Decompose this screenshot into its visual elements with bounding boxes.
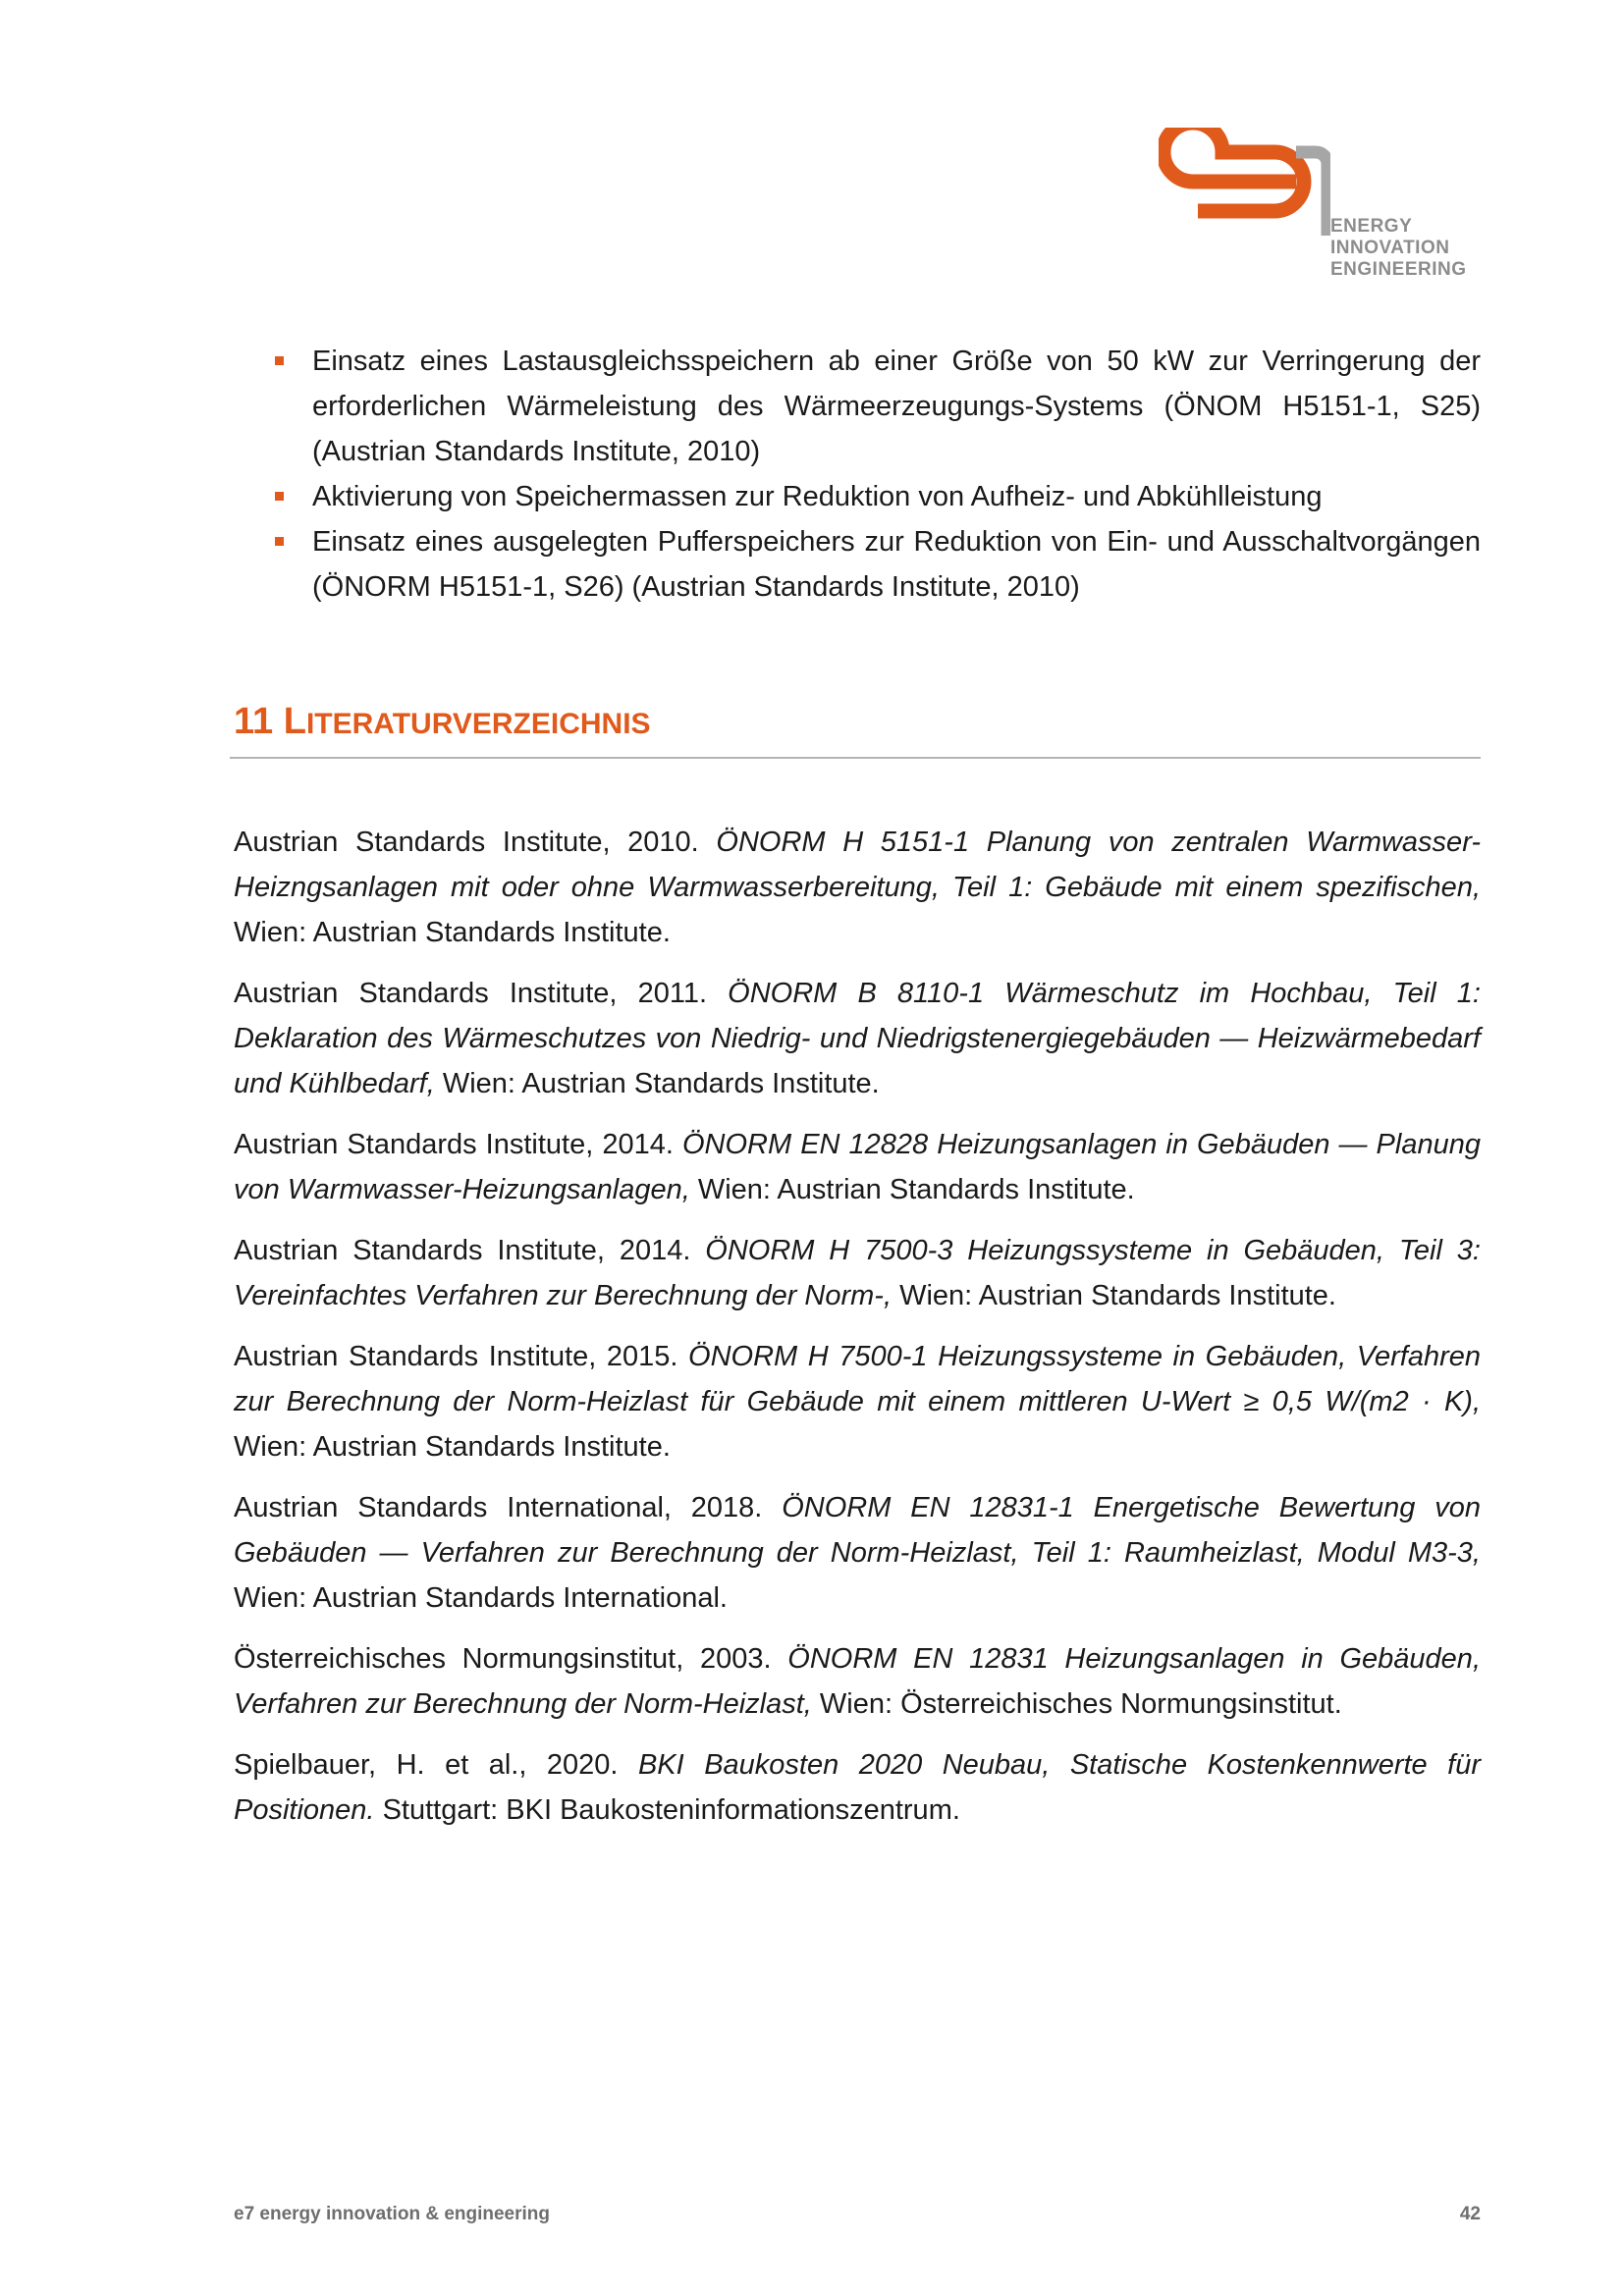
footer-company: e7 energy innovation & engineering [234,2204,551,2224]
section-title [234,697,1483,749]
reference-entry: Spielbauer, H. et al., 2020. BKI Baukosten 2020 Neubau, Statische Kostenkennwerte für Positionen. Stuttgart: BKI Baukosteninformationszentrum. [234,1749,1481,1826]
logo-e-shape [1163,128,1304,211]
section-title-rest: ITERATURVERZEICHNIS [305,708,651,740]
reference-list [234,820,1481,1848]
bullet-item: Einsatz eines Lastausgleichsspeichern ab einer Größe von 50 kW zur Verringerung der erforderlichen Wärmeleistung des Wärmeerzeugungs-Systems (ÖNOM H5151-1, S25) (Austrian Standards Institute, 2010) [234,339,1481,474]
bullet-square-icon [275,537,284,546]
e7-logo-mark [1159,128,1330,236]
bullet-item: Aktivierung von Speichermassen zur Reduktion von Aufheiz- und Abkühlleistung [234,474,1481,519]
reference-entry: Austrian Standards International, 2018. ÖNORM EN 12831-1 Energetische Bewertung von Gebäuden — Verfahren zur Berechnung der Norm-Heizlast, Teil 1: Raumheizlast, Modul M3-3, Wien: Austrian Standards International. [234,1492,1482,1614]
reference-entry: Austrian Standards Institute, 2010. ÖNORM H 5151-1 Planung von zentralen Warmwasser-Heizngsanlagen mit oder ohne Warmwasserbereitung, Teil 1: Gebäude mit einem spezifischen, Wien: Austrian Standards Institute. [234,827,1481,948]
reference-entry: Austrian Standards Institute, 2014. ÖNORM EN 12828 Heizungsanlagen in Gebäuden — Planung von Warmwasser-Heizungsanlagen, Wien: Austrian Standards Institute. [234,1129,1481,1205]
page-number: 42 [1459,2204,1481,2224]
section-heading [234,697,1483,759]
bullet-section [234,339,1481,610]
logo-line-engineering: ENGINEERING [1330,259,1467,280]
reference-entry: Austrian Standards Institute, 2014. ÖNORM H 7500-3 Heizungssysteme in Gebäuden, Teil 3: Vereinfachtes Verfahren zur Berechnung der Norm-, Wien: Austrian Standards Institute. [234,1235,1481,1311]
bullet-list [234,339,1481,610]
reference-entry: Austrian Standards Institute, 2015. ÖNORM H 7500-1 Heizungssysteme in Gebäuden, Verfahren zur Berechnung der Norm-Heizlast für Gebäude mit einem mittleren U-Wert ≥ 0,5 W/(m2 · K), Wien: Austrian Standards Institute. [234,1341,1481,1463]
bullet-square-icon [275,492,284,501]
logo-line-innovation: INNOVATION [1330,238,1450,258]
logo-line-energy: ENERGY [1330,216,1413,237]
reference-entry: Austrian Standards Institute, 2011. ÖNORM B 8110-1 Wärmeschutz im Hochbau, Teil 1: Deklaration des Wärmeschutzes von Niedrig- und Niedrigstenergiegebäuden — Heizwärmebedarf und Kühlbedarf, Wien: Austrian Standards Institute. [234,978,1481,1099]
heading-divider [230,757,1481,759]
logo-wordmark [1330,216,1467,281]
section-first-letter: L [283,701,306,742]
e7-logo [1159,128,1483,285]
bullet-square-icon [275,356,284,365]
reference-entry: Österreichisches Normungsinstitut, 2003. ÖNORM EN 12831 Heizungsanlagen in Gebäuden, Verfahren zur Berechnung der Norm-Heizlast, Wien: Österreichisches Normungsinstitut. [234,1643,1481,1720]
section-number: 11 [234,701,274,742]
bullet-item: Einsatz eines ausgelegten Pufferspeichers zur Reduktion von Ein- und Ausschaltvorgängen (ÖNORM H5151-1, S26) (Austrian Standards Institute, 2010) [234,519,1481,610]
